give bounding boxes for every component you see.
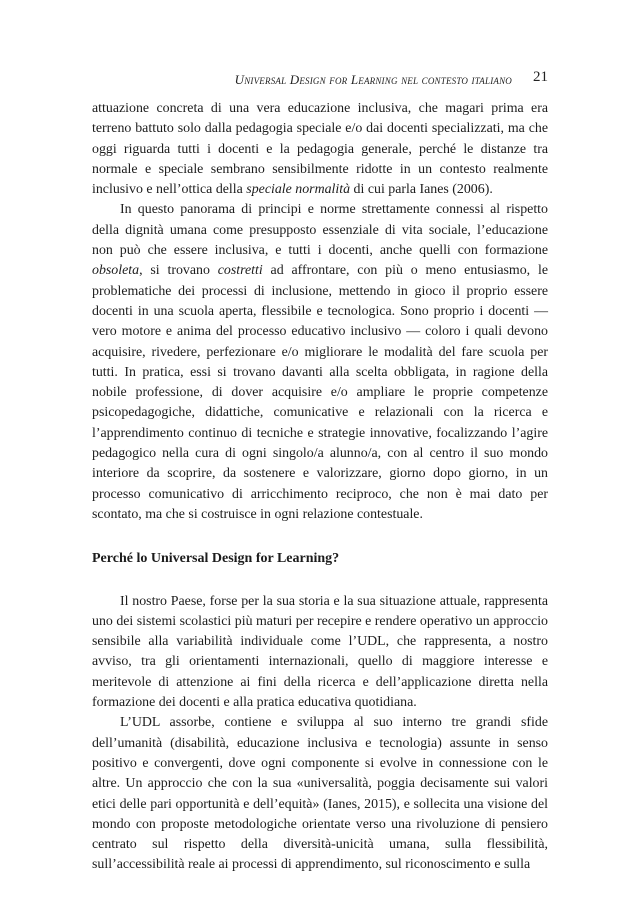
emphasis-costretti: costretti [217, 263, 263, 279]
paragraph-2 [92, 200, 548, 525]
paragraph-1-text: attuazione concreta di una vera educazione inclusiva, che magari prima era terreno battuto solo dalla pedagogia speciale e/o dai docenti specializzati, ma che oggi riguarda tutti i docenti e la pedagogia generale, perché le distanze tra normale e speciale sembrano sensibilmente ridotte in un contesto realmente inclusivo e nell’ottica della [92, 101, 548, 198]
section-heading: Perché lo Universal Design for Learning? [92, 551, 340, 567]
paragraph-2-text: In questo panorama di principi e norme strettamente connessi al rispetto della dignità umana come presupposto essenziale di vita sociale, l’educazione non può che essere inclusiva, e tutti i docenti, anche quelli con formazione [92, 202, 548, 259]
page-number: 21 [533, 69, 548, 85]
paragraph-4: L’UDL assorbe, contiene e sviluppa al suo interno tre grandi sfide dell’umanità (disabilità, educazione inclusiva e tecnologia) assunte in senso positivo e convergenti, dove ogni componente si evolve in connessione con le altre. Un approccio che con la sua «universalità, poggia decisamente sui valori etici delle pari opportunità e dell’equità» (Ianes, 2015), e sollecita una visione del mondo con proposte metodologiche orientate verso una rivoluzione di pensiero centrato sul rispetto della diversità-unicità umana, sulla flessibilità, sull’accessibilità reale ai processi di apprendimento, sul riconoscimento e sulla [92, 715, 548, 873]
paragraph-2-text-end: ad affrontare, con più o meno entusiasmo, le problematiche dei processi di inclusione, mettendo in gioco il proprio essere docenti in una scuola aperta, flessibile e tecnologica. Sono proprio i docenti — vero motore e anima del processo educativo inclusivo — coloro i quali devono acquisire, rivedere, perfezionare e/o migliorare le modalità del fare scuola per tutti. In pratica, essi si trovano davanti alla scelta obbligata, in ragione della nobile professione, di dover acquisire e/o ampliare le proprie competenze psicopedagogiche, didattiche, comunicative e relazionali con la ricerca e l’apprendimento continuo di tecniche e strategie innovative, focalizzando l’agire pedagogico nella cura di ogni singolo/a alunno/a, con al centro il suo mondo interiore da scoprire, da sostenere e valorizzare, giorno dopo giorno, in un processo comunicativo di arricchimento reciproco, che non è mai dato per scontato, ma che si costruisce in ogni relazione contestuale. [92, 263, 548, 522]
paragraph-1 [92, 99, 548, 200]
page-body [92, 99, 548, 876]
paragraph-3: Il nostro Paese, forse per la sua storia e la sua situazione attuale, rappresenta uno dei sistemi scolastici più maturi per recepire e rendere operativo un approccio sensibile alla variabilità individuale come l’UDL, che rappresenta, a nostro avviso, tra gli orientamenti internazionali, quello di maggiore interesse e meritevole di attenzione ai fini della ricerca e dell’applicazione diretta nella formazione dei docenti e alla pratica educativa quotidiana. [92, 593, 548, 711]
paragraph-1-text-end: di cui parla Ianes (2006). [350, 182, 493, 198]
paragraph-2-text-mid: , si trovano [139, 263, 218, 279]
emphasis-speciale-normalita: speciale normalità [246, 182, 351, 198]
running-header [92, 70, 548, 92]
emphasis-obsoleta: obsoleta [92, 263, 140, 279]
running-title: Universal Design for Learning nel contesto italiano [234, 72, 512, 87]
